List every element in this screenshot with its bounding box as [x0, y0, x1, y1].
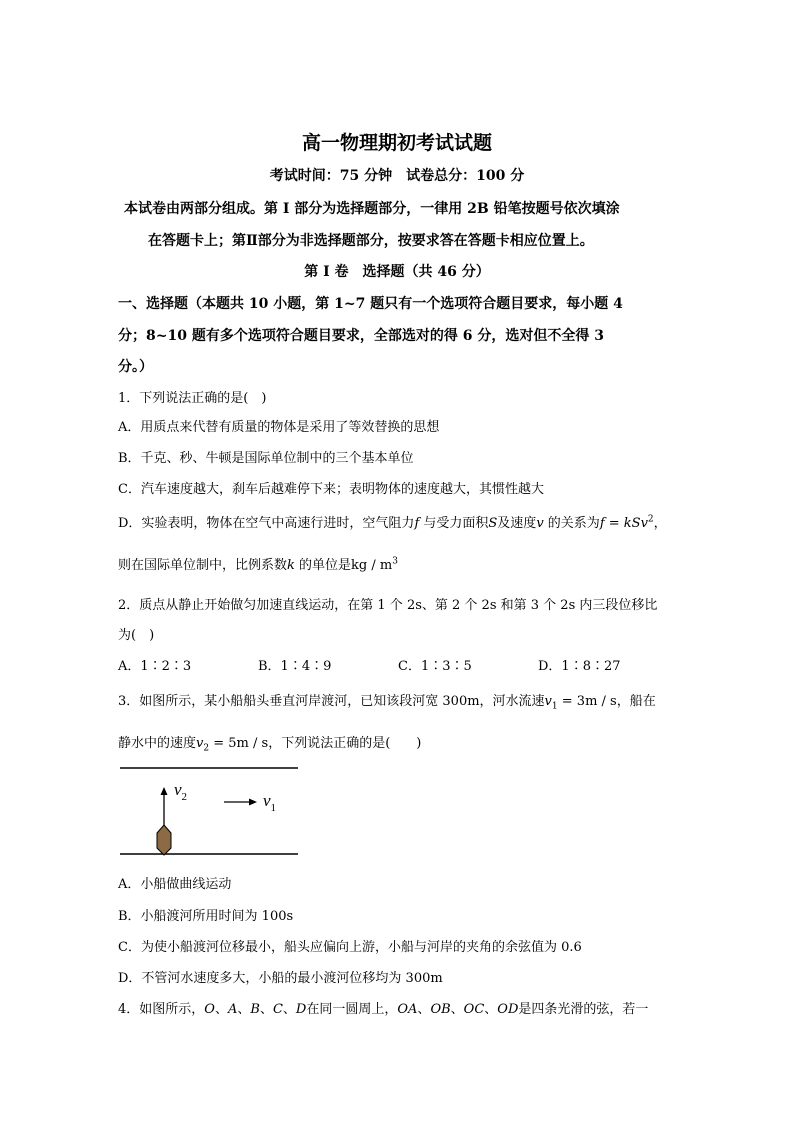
q1-d-text-d: 的关系为	[543, 516, 600, 531]
q4-sep: 、	[259, 1002, 273, 1017]
q1-option-d-line-1	[118, 512, 667, 531]
q1-option-a: A．用质点来代替有质量的物体是采用了等效替换的思想	[118, 420, 440, 435]
q4-var-a: A	[227, 1002, 238, 1017]
q2-option-b: B．1∶4∶9	[258, 659, 332, 674]
q1-d-var-s: S	[488, 516, 498, 531]
q4-text-b: 在同一圆周上，	[306, 1002, 398, 1017]
q4-var-o: O	[204, 1002, 215, 1017]
q1-d-text-b: 与受力面积	[419, 516, 489, 531]
q3-stem1-sub: 1	[551, 701, 558, 712]
q4-var-oc: OC	[463, 1002, 485, 1017]
q1-stem: 1．下列说法正确的是( )	[118, 391, 267, 406]
q4-var-ob: OB	[430, 1002, 451, 1017]
intro-line-1: 本试卷由两部分组成。第 I 部分为选择题部分，一律用 2B 铅笔按题号依次填涂	[124, 201, 620, 217]
q4-var-c: C	[272, 1002, 283, 1017]
q1-d-text-a: D．实验表明，物体在空气中高速行进时，空气阻力	[118, 516, 415, 531]
section-line-2: 分；8~10 题有多个选项符合题目要求，全部选对的得 6 分，选对但不全得 3	[118, 328, 604, 344]
q1-d2-unit-exp: 3	[392, 556, 398, 567]
q4-text-a: 4．如图所示，	[118, 1002, 205, 1017]
q4-text-c: 是四条光滑的弦，若一	[518, 1002, 649, 1017]
q2-stem-line-1: 2．质点从静止开始做匀加速直线运动，在第 1 个 2s、第 2 个 2s 和第 3 个 2s 内三段位移比	[118, 598, 658, 613]
q3-stem1-var-v: v	[544, 694, 552, 709]
q1-d-text-e: ，	[653, 516, 667, 531]
q3-stem1-text-a: 3．如图所示，某小船船头垂直河岸渡河，已知该段河宽 300m，河水流速	[118, 694, 545, 709]
q1-d-var-v: v	[536, 516, 544, 531]
q3-option-b: B．小船渡河所用时间为 100s	[118, 909, 294, 924]
fig-label-v1: $v_1$	[263, 791, 277, 814]
q3-stem-line-2	[118, 732, 421, 754]
q4-sep: 、	[450, 1002, 464, 1017]
q4-sep: 、	[417, 1002, 431, 1017]
q1-d-formula-exp: 2	[647, 514, 654, 525]
river-boat-figure	[118, 762, 300, 862]
part-title: 第 I 卷 选择题（共 46 分）	[304, 264, 490, 280]
intro-line-2: 在答题卡上；第Ⅱ部分为非选择题部分，按要求答在答题卡相应位置上。	[148, 233, 594, 249]
q1-option-c: C．汽车速度越大，刹车后越难停下来；表明物体的速度越大，其惯性越大	[118, 482, 544, 497]
q4-sep: 、	[214, 1002, 228, 1017]
boat-icon	[157, 825, 171, 855]
q1-d-var-f: f	[414, 516, 420, 531]
q1-d2-var-k: k	[287, 558, 295, 573]
q2-options	[118, 655, 621, 674]
q3-stem2-text-c: ，下列说法正确的是( )	[268, 736, 422, 751]
q3-option-a: A．小船做曲线运动	[118, 877, 232, 892]
v2-arrow-head	[161, 787, 168, 795]
q3-stem2-text-b: = 5m / s	[209, 736, 269, 751]
q1-d2-text-a: 则在国际单位制中，比例系数	[118, 558, 288, 573]
fig-label-v2: $v_2$	[174, 780, 188, 803]
q3-stem2-text-a: 静水中的速度	[118, 736, 197, 751]
q3-option-d: D．不管河水速度多大，小船的最小渡河位移均为 300m	[118, 971, 443, 986]
q1-option-d-line-2	[118, 554, 398, 573]
q4-var-d: D	[295, 1002, 307, 1017]
q3-stem-line-1	[118, 690, 656, 712]
q2-option-d: D．1∶8∶27	[538, 659, 621, 674]
q3-stem2-sub: 2	[203, 743, 210, 754]
q2-stem-line-2: 为( )	[118, 628, 155, 643]
q4-var-b: B	[250, 1002, 260, 1017]
q3-stem1-text-b: = 3m / s	[557, 694, 617, 709]
section-line-1: 一、选择题（本题共 10 小题，第 1~7 题只有一个选项符合题目要求，每小题 4	[118, 296, 623, 312]
page-title: 高一物理期初考试试题	[301, 132, 492, 154]
exam-info: 考试时间：75 分钟 试卷总分：100 分	[269, 168, 525, 184]
q4-stem-line-1	[118, 998, 648, 1017]
q3-stem1-text-c: ，船在	[616, 694, 656, 709]
q4-var-oa: OA	[397, 1002, 418, 1017]
q4-sep: 、	[282, 1002, 296, 1017]
q4-sep: 、	[237, 1002, 251, 1017]
v1-arrow-head	[249, 799, 257, 806]
q4-var-od: OD	[497, 1002, 519, 1017]
q1-d-text-c: 及速度	[497, 516, 537, 531]
q1-d-formula: f = kSv	[599, 516, 648, 531]
q4-sep: 、	[484, 1002, 498, 1017]
q1-d2-text-b: 的单位是	[294, 558, 352, 573]
q2-option-c: C．1∶3∶5	[398, 659, 472, 674]
q1-option-b: B．千克、秒、牛顿是国际单位制中的三个基本单位	[118, 451, 414, 466]
q3-stem2-var-v: v	[196, 736, 204, 751]
q3-option-c: C．为使小船渡河位移最小，船头应偏向上游，小船与河岸的夹角的余弦值为 0.6	[118, 940, 582, 955]
q2-option-a: A．1∶2∶3	[118, 659, 192, 674]
section-line-3: 分。）	[118, 359, 153, 375]
q1-d2-unit: kg / m	[351, 558, 393, 573]
